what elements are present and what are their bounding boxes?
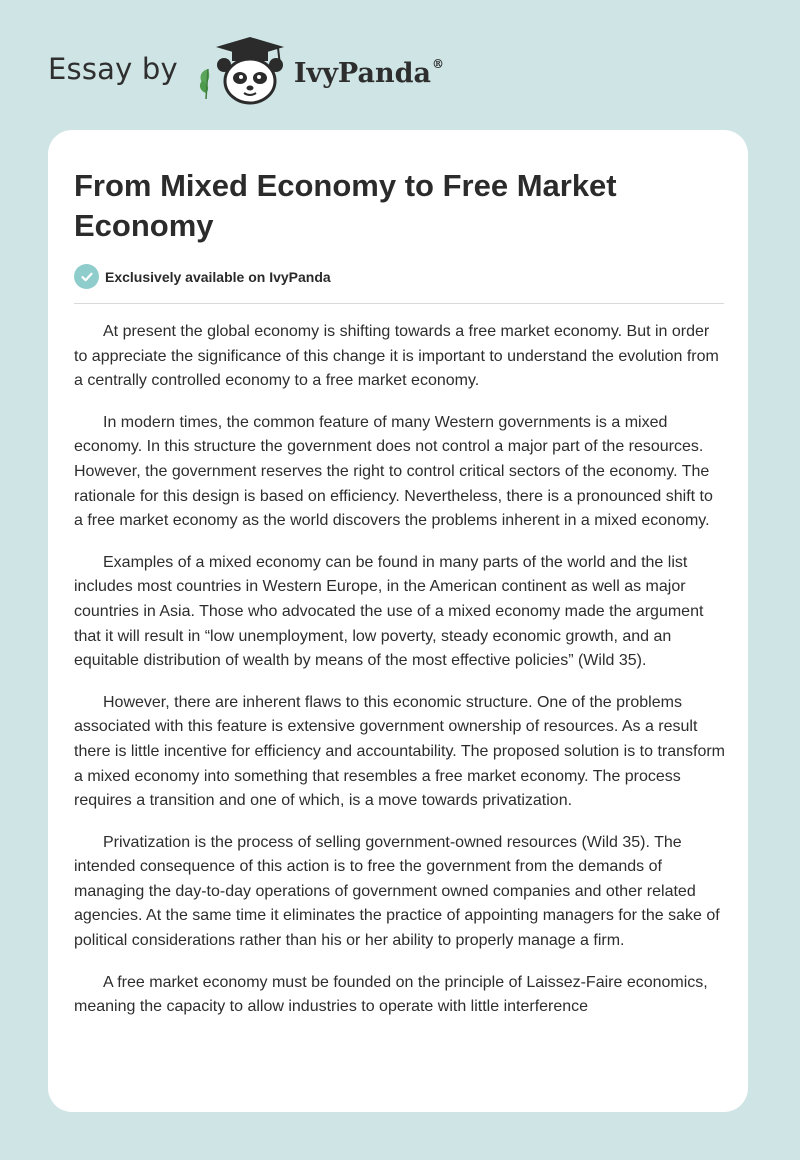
paragraph: Privatization is the process of selling government-owned resources (Wild 35). The intended consequence of this action is to free the government from the demands of managing the day-to-day operations of government owned companies and other related agencies. At the same time it eliminates the practice of appointing managers for the sake of political considerations rather than his or her ability to properly manage a firm. — [74, 833, 720, 950]
essay-body — [74, 320, 726, 1037]
paragraph: However, there are inherent flaws to this economic structure. One of the problems associated with this feature is extensive government ownership of resources. As a result there is little incentive for efficiency and accountability. The proposed solution is to transform a mixed economy into something that resembles a free market economy. The process requires a transition and one of which, is a move towards privatization. — [74, 693, 726, 810]
site-header — [48, 36, 468, 106]
paragraph: Examples of a mixed economy can be found in many parts of the world and the list includes most countries in Western Europe, in the American continent as well as major countries in Asia. Those who advocated the use of a mixed economy made the argument that it will result in “low unemployment, low poverty, steady economic growth, and an equitable distribution of wealth by means of the most effective policies” (Wild 35). — [74, 553, 704, 670]
brand-name[interactable] — [294, 57, 444, 89]
paragraph: In modern times, the common feature of many Western governments is a mixed economy. In this structure the government does not control a major part of the resources. However, the government reserves the right to control critical sectors of the economy. The rationale for this design is based on efficiency. Nevertheless, there is a pronounced shift to a free market economy as the world discovers the problems inherent in a mixed economy. — [74, 413, 713, 530]
divider — [74, 303, 724, 304]
exclusive-badge — [74, 264, 331, 289]
essay-title: From Mixed Economy to Free Market Economy — [74, 168, 617, 243]
essay-card — [48, 130, 748, 1112]
check-circle-icon — [74, 264, 99, 289]
brand-text: IvyPanda — [293, 58, 431, 89]
registered-mark: ® — [431, 57, 444, 71]
paragraph: A free market economy must be founded on the principle of Laissez-Faire economics, meaning the capacity to allow industries to operate with little interference — [74, 973, 708, 1016]
paragraph: At present the global economy is shifting towards a free market economy. But in order to appreciate the significance of this change it is important to understand the evolution from a centrally controlled economy to a free market economy. — [74, 323, 719, 390]
exclusive-badge-label: Exclusively available on IvyPanda — [105, 268, 331, 285]
essay-by-label: Essay by — [48, 52, 178, 86]
panda-logo-icon[interactable] — [194, 35, 290, 107]
